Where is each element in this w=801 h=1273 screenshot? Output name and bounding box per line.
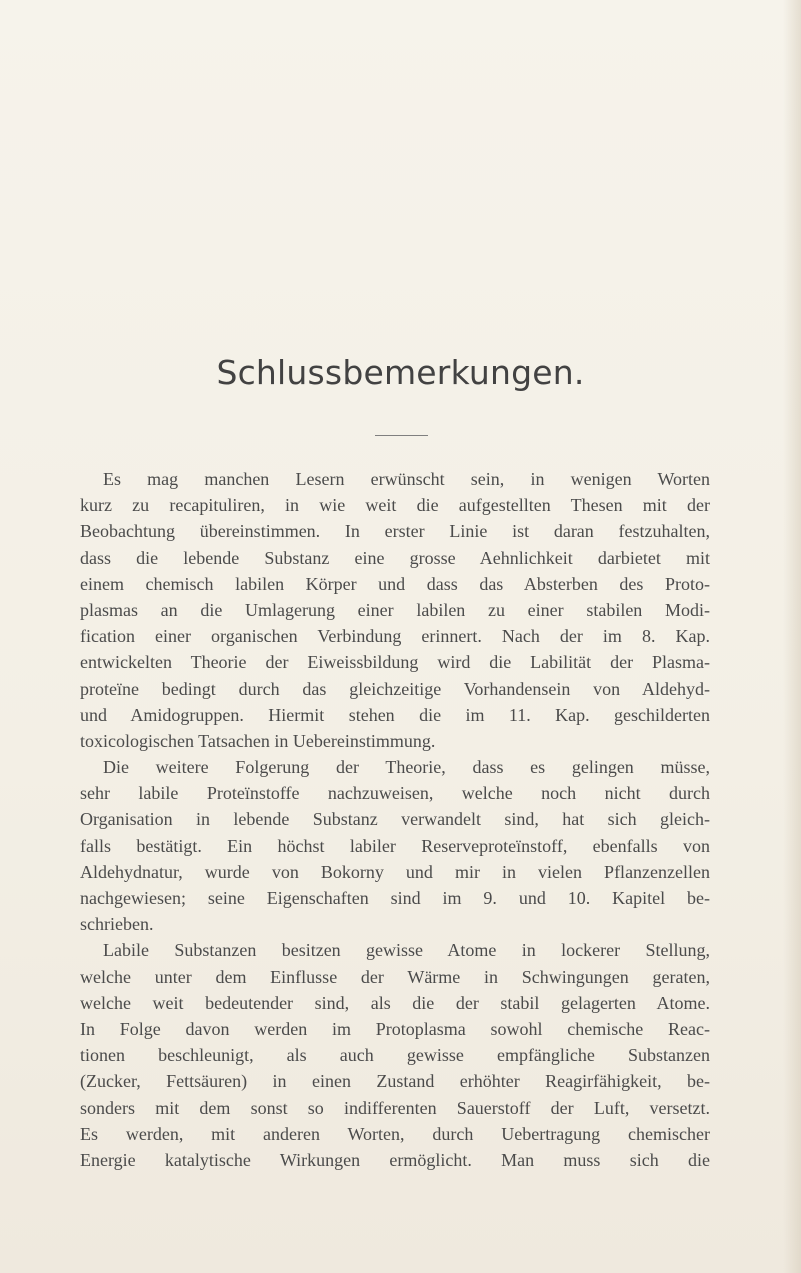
text-line: entwickelten Theorie der Eiweissbildung wird die Labilität der Plasma- [80, 652, 710, 673]
page-edge-shadow [783, 0, 801, 1273]
text-line: schrieben. [80, 914, 154, 935]
text-line: Aldehydnatur, wurde von Bokorny und mir in vielen Pflanzenzellen [80, 861, 710, 882]
text-line: nachgewiesen; seine Eigenschaften sind im 9. und 10. Kapitel be- [80, 888, 710, 908]
text-line: welche weit bedeutender sind, als die der stabil gelagerten Atome. [80, 992, 710, 1013]
text-line: falls bestätigt. Ein höchst labiler Reserveproteïnstoff, ebenfalls von [80, 835, 710, 856]
text-line: plasmas an die Umlagerung einer labilen zu einer stabilen Modi- [80, 599, 710, 620]
text-line: sonders mit dem sonst so indifferenten Sauerstoff der Luft, versetzt. [80, 1097, 710, 1118]
text-line: Energie katalytische Wirkungen ermöglicht. Man muss sich die [80, 1149, 710, 1170]
text-line: In Folge davon werden im Protoplasma sowohl chemische Reac- [80, 1018, 710, 1039]
page-title: Schlussbemerkungen. [216, 353, 585, 392]
text-line: sehr labile Proteïnstoffe nachzuweisen, welche noch nicht durch [80, 783, 710, 804]
text-line: Die weitere Folgerung der Theorie, dass es gelingen müsse, [103, 757, 710, 778]
text-line: dass die lebende Substanz eine grosse Aehnlichkeit darbietet mit [80, 547, 710, 568]
title-divider [375, 435, 428, 436]
text-line: Labile Substanzen besitzen gewisse Atome in lockerer Stellung, [103, 940, 710, 961]
text-line: (Zucker, Fettsäuren) in einen Zustand erhöhter Reagirfähigkeit, be- [80, 1071, 710, 1092]
text-line: Beobachtung übereinstimmen. In erster Linie ist daran festzuhalten, [80, 521, 710, 542]
text-line: welche unter dem Einflusse der Wärme in Schwingungen geraten, [80, 966, 710, 987]
text-line: Es mag manchen Lesern erwünscht sein, in wenigen Worten [103, 469, 710, 489]
body-text [80, 466, 710, 1173]
text-line: tionen beschleunigt, als auch gewisse empfängliche Substanzen [80, 1045, 710, 1066]
text-line: Es werden, mit anderen Worten, durch Uebertragung chemischer [80, 1123, 710, 1144]
text-line: und Amidogruppen. Hiermit stehen die im 11. Kap. geschilderten [80, 704, 710, 725]
text-line: einem chemisch labilen Körper und dass das Absterben des Proto- [80, 573, 710, 594]
text-line: toxicologischen Tatsachen in Uebereinstimmung. [80, 730, 436, 751]
text-line: Organisation in lebende Substanz verwandelt sind, hat sich gleich- [80, 809, 710, 830]
text-line: proteïne bedingt durch das gleichzeitige Vorhandensein von Aldehyd- [80, 678, 710, 699]
text-line: fication einer organischen Verbindung erinnert. Nach der im 8. Kap. [80, 626, 710, 647]
text-line: kurz zu recapituliren, in wie weit die aufgestellten Thesen mit der [80, 495, 710, 516]
